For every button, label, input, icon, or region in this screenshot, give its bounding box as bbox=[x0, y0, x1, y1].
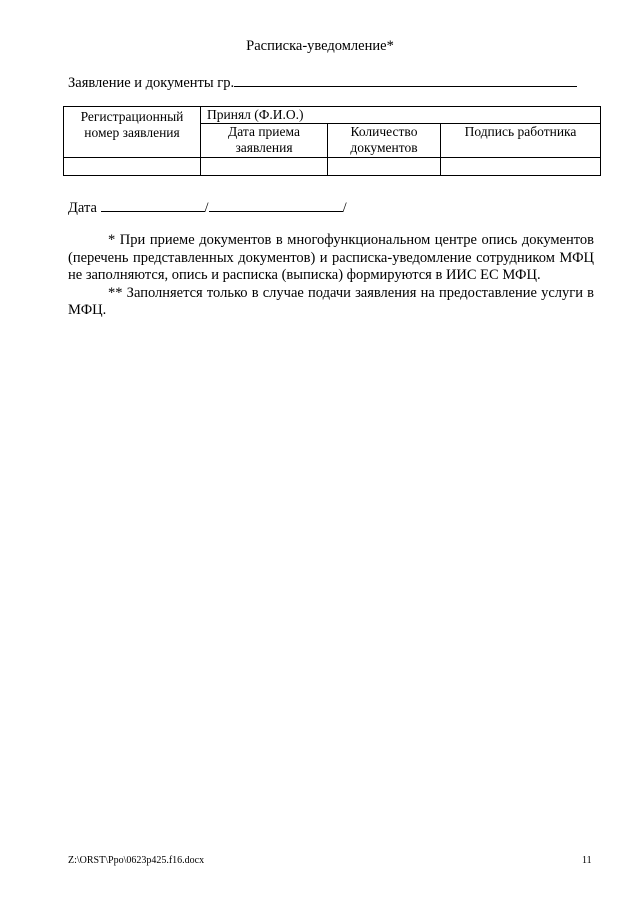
employee-signature-header: Подпись работника bbox=[441, 124, 601, 158]
document-count-cell bbox=[328, 158, 441, 176]
date-label: Дата bbox=[68, 200, 97, 216]
date-separator: / bbox=[204, 200, 209, 216]
document-count-header: Количество документов bbox=[328, 124, 441, 158]
date-line bbox=[68, 198, 347, 217]
applicant-name-blank bbox=[234, 73, 577, 87]
date-received-cell bbox=[201, 158, 328, 176]
footnote-mfc-note: * При приеме документов в многофункциональном центре опись документов (перечень представленных документов) и расписка-уведомление сотрудником МФЦ не заполняются, опись и расписка (выписка) формируются в ИИС ЕС МФЦ. bbox=[68, 232, 594, 284]
date-received-header: Дата приема заявления bbox=[201, 124, 328, 158]
footnotes bbox=[68, 232, 594, 320]
applicant-label: Заявление и документы гр. bbox=[68, 75, 235, 91]
date-blank bbox=[101, 198, 205, 212]
registration-table bbox=[63, 106, 601, 176]
registration-number-header: Регистрационный номер заявления bbox=[64, 107, 201, 158]
page-number: 11 bbox=[582, 855, 592, 866]
employee-signature-cell bbox=[441, 158, 601, 176]
accepted-by-header: Принял (Ф.И.О.) bbox=[201, 107, 601, 124]
registration-number-cell bbox=[64, 158, 201, 176]
footnote-fill-note: ** Заполняется только в случае подачи заявления на предоставление услуги в МФЦ. bbox=[68, 284, 594, 319]
file-path: Z:\ORST\Ppo\0623p425.f16.docx bbox=[68, 855, 205, 866]
signature-separator: / bbox=[342, 200, 347, 216]
document-title: Расписка-уведомление* bbox=[246, 38, 394, 54]
signature-blank bbox=[209, 198, 343, 212]
applicant-line bbox=[68, 73, 577, 92]
